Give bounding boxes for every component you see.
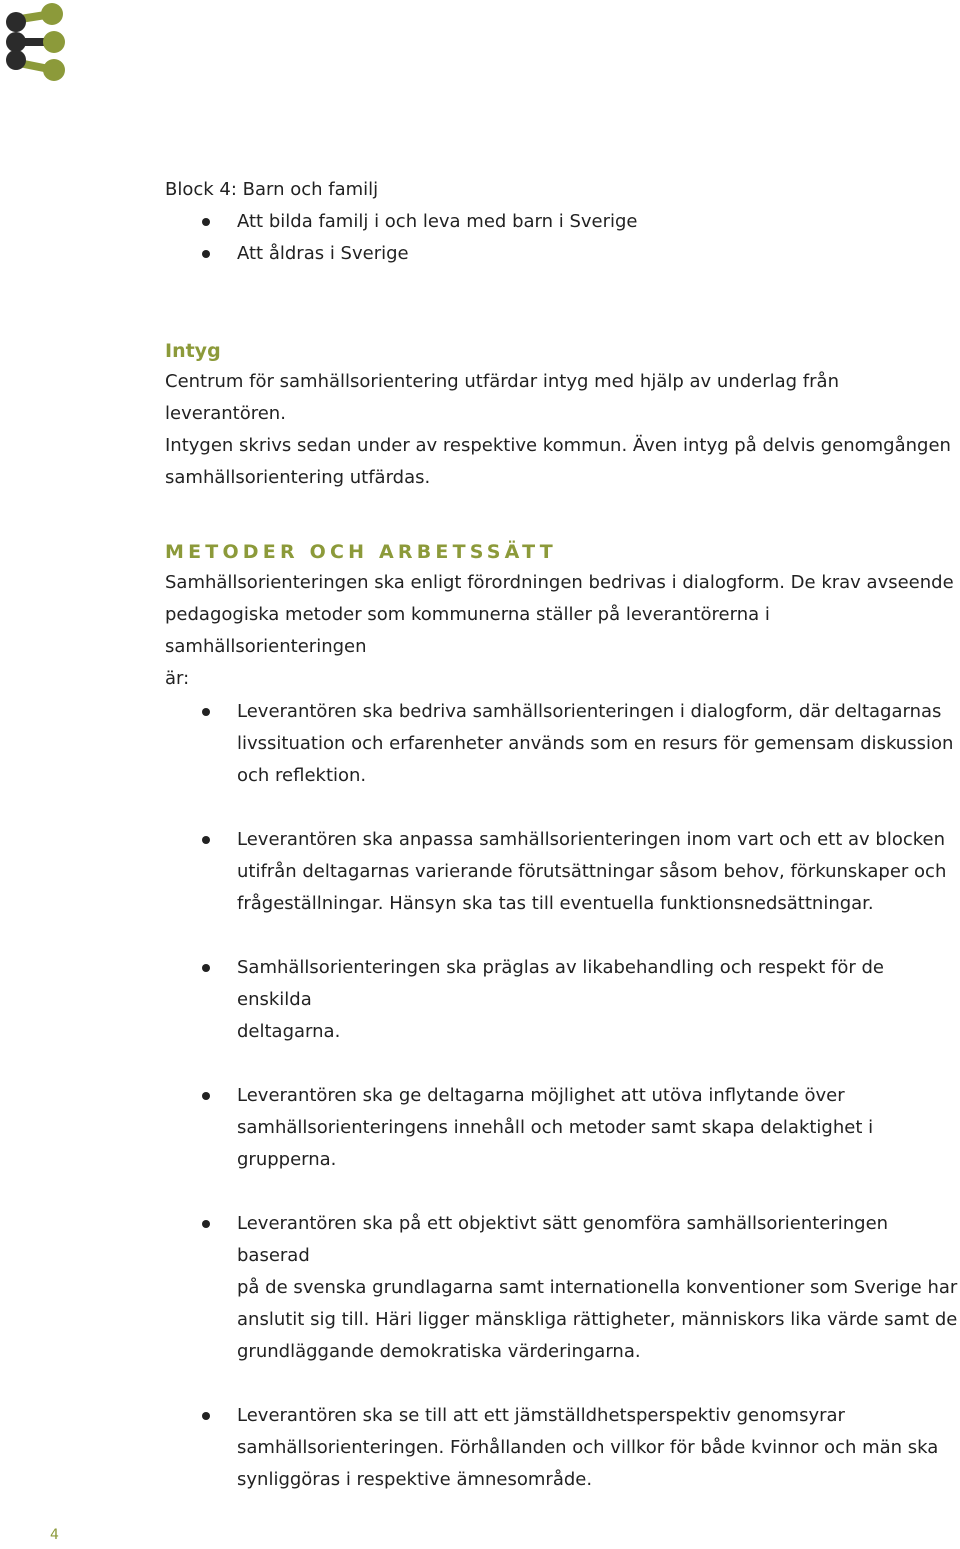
metoder-heading: METODER OCH ARBETSSÄTT [165, 541, 557, 563]
logo [2, 2, 70, 86]
page-number: 4 [50, 1527, 59, 1543]
bullet-dot [202, 708, 210, 716]
paragraph-line: samhällsorientering utfärdas. [165, 467, 431, 488]
intyg-heading: Intyg [165, 340, 221, 362]
bullet-dot [202, 1220, 210, 1228]
bullet-dot [202, 1092, 210, 1100]
list-item: Samhällsorienteringen ska präglas av likabehandling och respekt för de enskilda deltagarna. [0, 952, 960, 1048]
bullet-dot [202, 250, 210, 258]
paragraph-line: pedagogiska metoder som kommunerna ställer på leverantörerna i samhällsorienteringen [165, 604, 770, 657]
list-item: Leverantören ska på ett objektivt sätt genomföra samhällsorienteringen baserad på de svenska grundlagarna samt internationella konventioner som Sverige har anslutit sig till. Häri ligger mänskliga rättigheter, människors lika värde samt de grundläggande demokratiska värderingarna. [0, 1208, 960, 1368]
bullet-dot [202, 836, 210, 844]
list-item: Att bilda familj i och leva med barn i Sverige [0, 206, 960, 238]
list-item: Leverantören ska anpassa samhällsorienteringen inom vart och ett av blocken utifrån deltagarnas varierande förutsättningar såsom behov, förkunskaper och frågeställningar. Hänsyn ska tas till eventuella funktionsnedsättningar. [0, 824, 960, 920]
list-item: Leverantören ska ge deltagarna möjlighet att utöva inflytande över samhällsorienteringens innehåll och metoder samt skapa delaktighet i grupperna. [0, 1080, 960, 1176]
paragraph-line: är: [165, 668, 190, 689]
bullet-dot [202, 1412, 210, 1420]
list-item: Att åldras i Sverige [0, 238, 960, 270]
list-item: Leverantören ska bedriva samhällsorienteringen i dialogform, där deltagarnas livssituation och erfarenheter används som en resurs för gemensam diskussion och reflektion. [0, 696, 960, 792]
block4-list [0, 206, 960, 270]
metoder-requirements-list [0, 696, 960, 1496]
list-item: Leverantören ska se till att ett jämställdhetsperspektiv genomsyrar samhällsorienteringen. Förhållanden och villkor för både kvinnor och män ska synliggöras i respektive ämnesområde. [0, 1400, 960, 1496]
metoder-paragraph [165, 567, 960, 695]
paragraph-line: Intygen skrivs sedan under av respektive kommun. Även intyg på delvis genomgången [165, 435, 951, 456]
intyg-paragraph [165, 366, 960, 494]
bullet-dot [202, 964, 210, 972]
bullet-dot [202, 218, 210, 226]
block4-title: Block 4: Barn och familj [165, 179, 379, 200]
paragraph-line: Centrum för samhällsorientering utfärdar intyg med hjälp av underlag från leverantören. [165, 371, 839, 424]
paragraph-line: Samhällsorienteringen ska enligt förordningen bedrivas i dialogform. De krav avseende [165, 572, 954, 593]
